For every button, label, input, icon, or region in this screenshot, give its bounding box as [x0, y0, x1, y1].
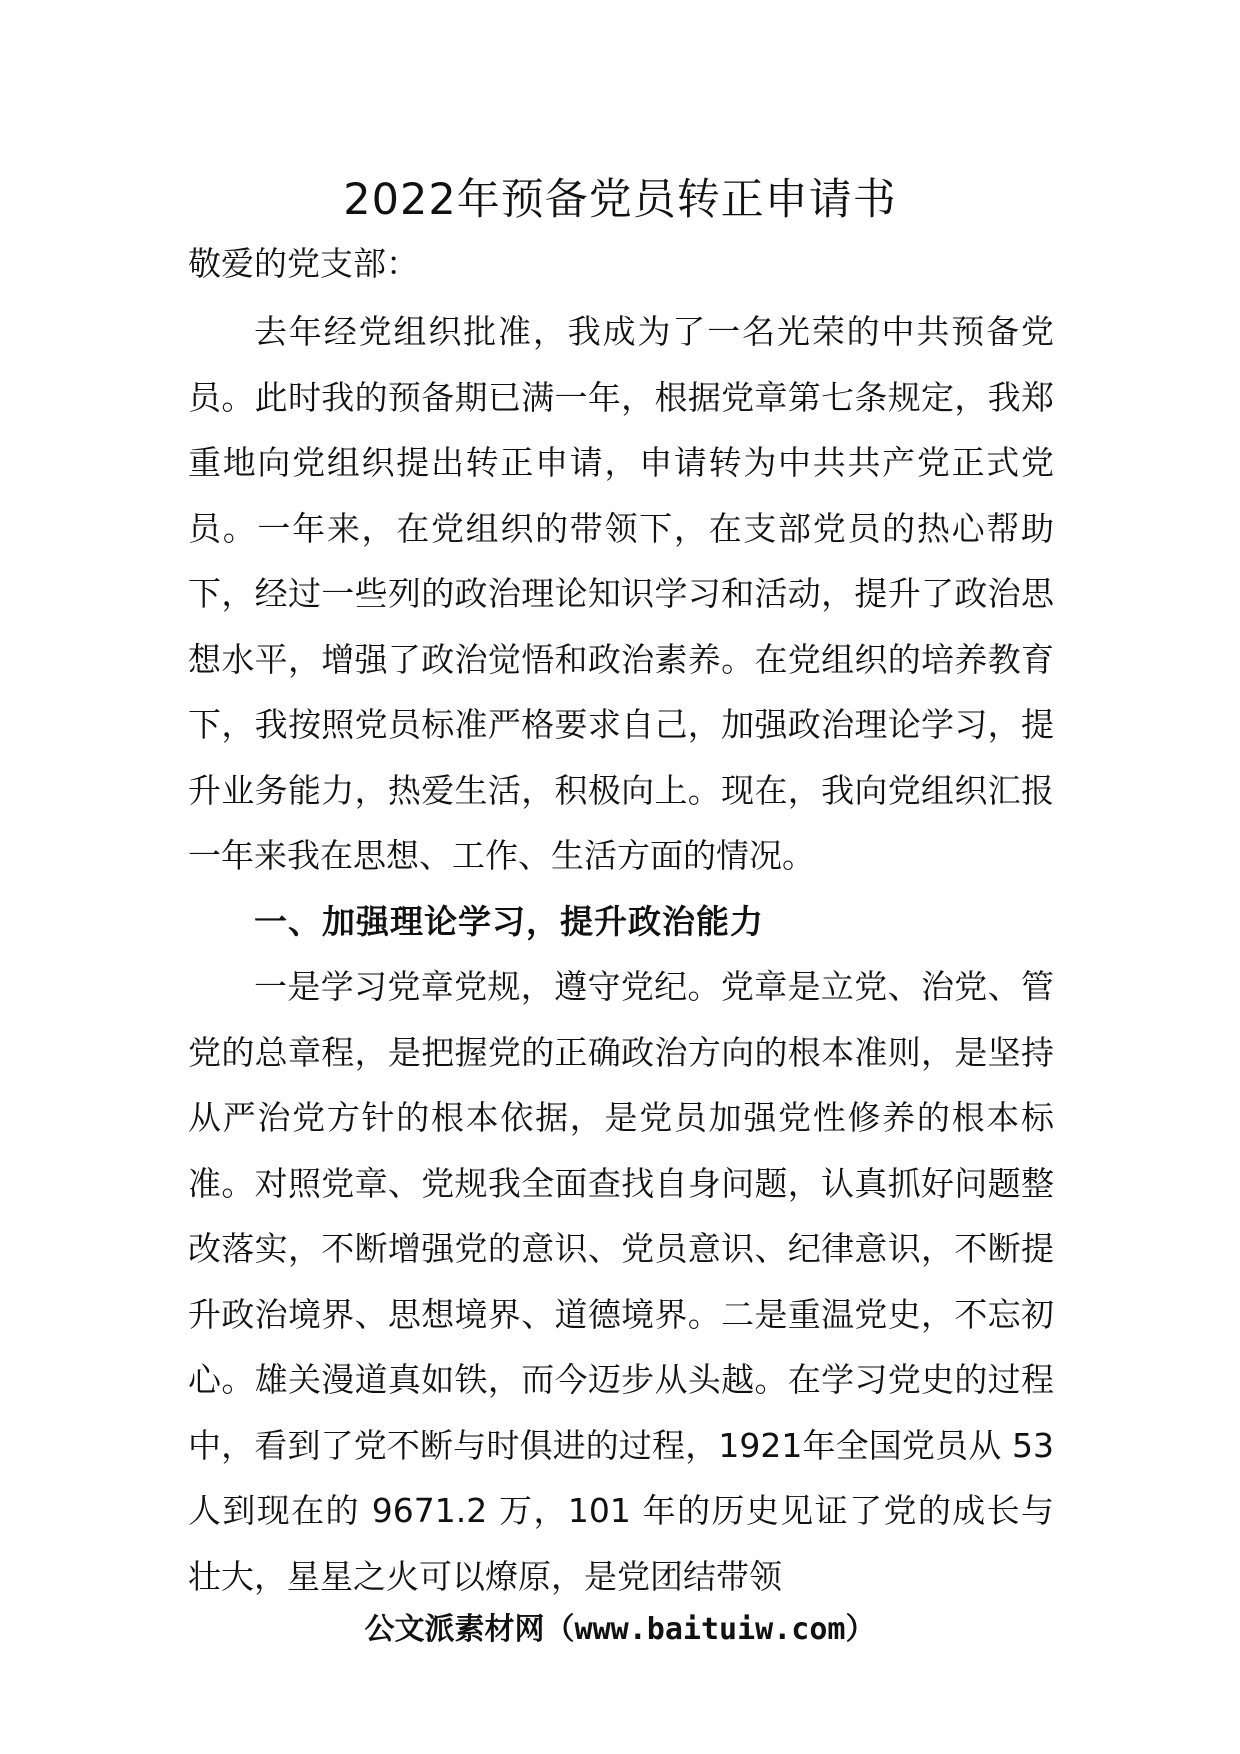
- footer-site-name: 公文派素材网: [364, 1612, 545, 1647]
- document-title: 2022年预备党员转正申请书: [343, 175, 897, 225]
- footer-url: （www.baituiw.com）: [544, 1612, 876, 1647]
- document-body: [188, 299, 1054, 1609]
- paragraph-section-one: 一是学习党章党规，遵守党纪。党章是立党、治党、管党的总章程，是把握党的正确政治方向的根本准则，是坚持从严治党方针的根本依据，是党员加强党性修养的根本标准。对照党章、党规我全面查找自身问题，认真抓好问题整改落实，不断增强党的意识、党员意识、纪律意识，不断提升政治境界、思想境界、道德境界。二是重温党史，不忘初心。雄关漫道真如铁，而今迈步从头越。在学习党史的过程中，看到了党不断与时俱进的过程，1921年全国党员从 53 人到现在的 9671.2 万，101 年的历史见证了党的成长与壮大，星星之火可以燎原，是党团结带领: [188, 967, 1054, 1596]
- paragraph-intro: 去年经党组织批准，我成为了一名光荣的中共预备党员。此时我的预备期已满一年，根据党章第七条规定，我郑重地向党组织提出转正申请，申请转为中共共产党正式党员。一年来，在党组织的带领下，在支部党员的热心帮助下，经过一些列的政治理论知识学习和活动，提升了政治思想水平，增强了政治觉悟和政治素养。在党组织的培养教育下，我按照党员标准严格要求自己，加强政治理论学习，提升业务能力，热爱生活，积极向上。现在，我向党组织汇报一年来我在思想、工作、生活方面的情况。: [188, 312, 1054, 875]
- salutation: 敬爱的党支部：: [188, 244, 419, 283]
- footer-watermark: [0, 1608, 1240, 1652]
- section-heading: 一、加强理论学习，提升政治能力: [254, 901, 764, 941]
